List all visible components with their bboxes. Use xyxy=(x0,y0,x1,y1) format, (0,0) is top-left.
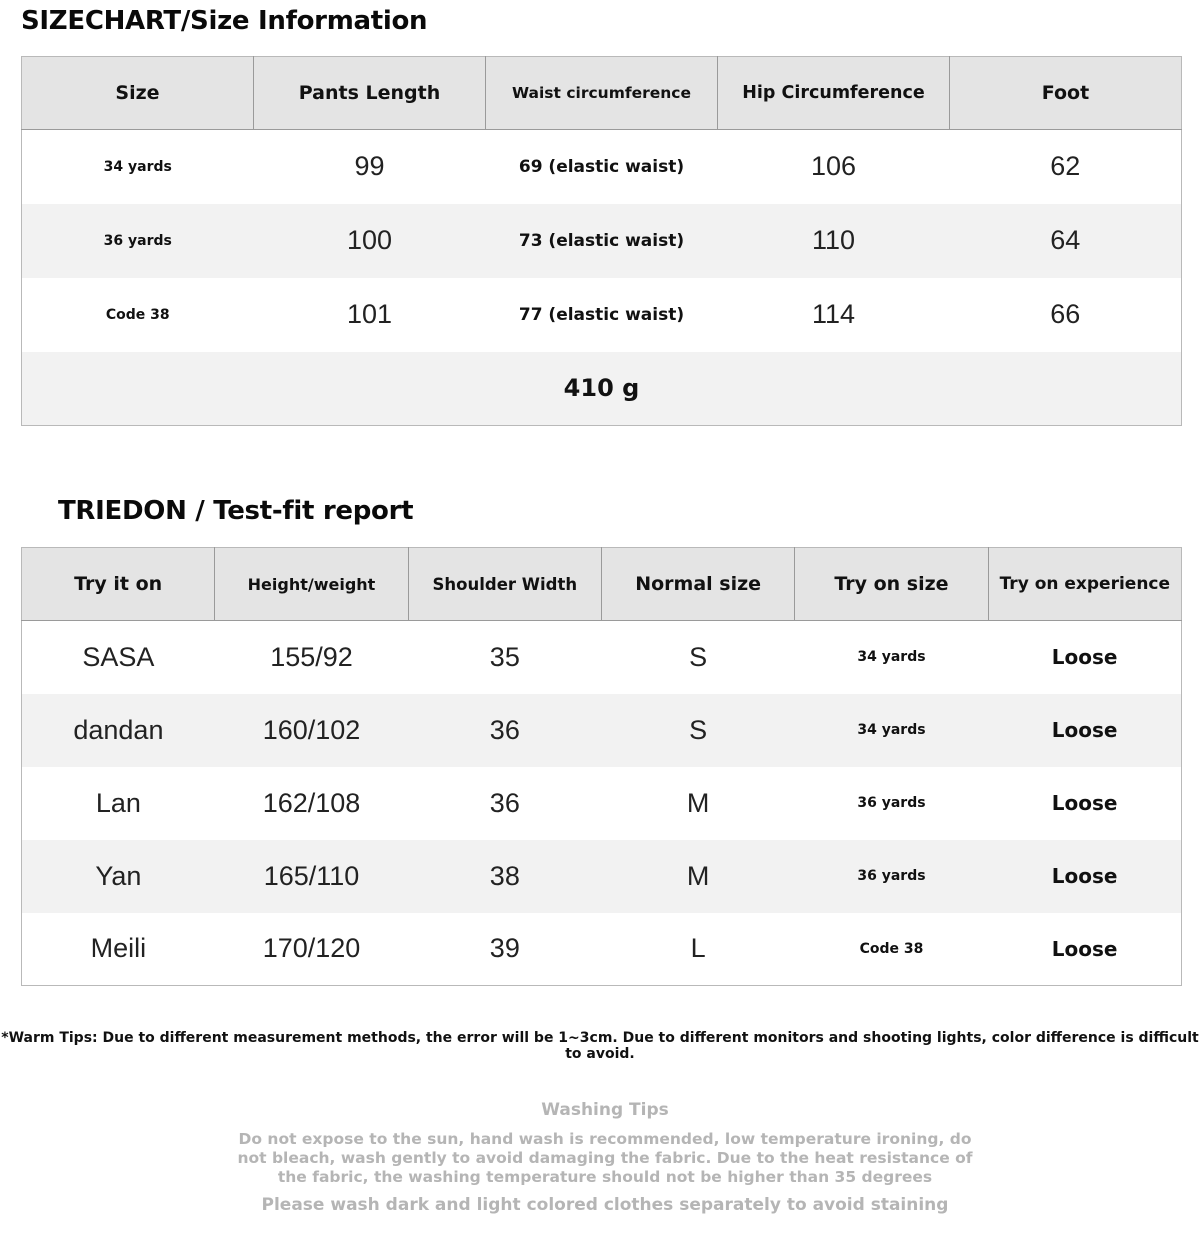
header-try-it-on: Try it on xyxy=(22,548,215,621)
waist-cell: 77 (elastic waist) xyxy=(486,278,718,352)
foot-cell: 62 xyxy=(950,130,1182,204)
normal-size-cell: M xyxy=(601,840,794,913)
header-try-on-size: Try on size xyxy=(795,548,988,621)
table-row xyxy=(22,767,1182,840)
fit-report-header-row xyxy=(22,548,1182,621)
waist-cell: 69 (elastic waist) xyxy=(486,130,718,204)
normal-size-cell: M xyxy=(601,767,794,840)
table-row xyxy=(22,913,1182,986)
shoulder-width-cell: 36 xyxy=(408,694,601,767)
try-on-size-cell: Code 38 xyxy=(795,913,988,986)
experience-cell: Loose xyxy=(988,840,1181,913)
foot-cell: 64 xyxy=(950,204,1182,278)
header-try-on-experience: Try on experience xyxy=(988,548,1181,621)
shoulder-width-cell: 35 xyxy=(408,621,601,694)
fit-report-table xyxy=(21,547,1182,986)
height-weight-cell: 155/92 xyxy=(215,621,408,694)
weight-row xyxy=(22,352,1182,426)
header-pants-length: Pants Length xyxy=(254,57,486,130)
header-hip-circumference: Hip Circumference xyxy=(718,57,950,130)
experience-cell: Loose xyxy=(988,621,1181,694)
height-weight-cell: 160/102 xyxy=(215,694,408,767)
tester-name-cell: Meili xyxy=(22,913,215,986)
shoulder-width-cell: 38 xyxy=(408,840,601,913)
header-size: Size xyxy=(22,57,254,130)
experience-cell: Loose xyxy=(988,694,1181,767)
tester-name-cell: SASA xyxy=(22,621,215,694)
experience-cell: Loose xyxy=(988,913,1181,986)
shoulder-width-cell: 36 xyxy=(408,767,601,840)
size-chart-table xyxy=(21,56,1182,426)
size-cell: 34 yards xyxy=(22,130,254,204)
weight-value: 410 g xyxy=(22,352,1182,426)
try-on-size-cell: 36 yards xyxy=(795,767,988,840)
header-waist-circumference: Waist circumference xyxy=(486,57,718,130)
size-chart-header-row xyxy=(22,57,1182,130)
header-height-weight: Height/weight xyxy=(215,548,408,621)
tester-name-cell: Yan xyxy=(22,840,215,913)
warm-tip-text: *Warm Tips: Due to different measurement methods, the error will be 1~3cm. Due to different monitors and shooting lights, color difference is difficult to avoid. xyxy=(1,1030,1199,1062)
normal-size-cell: S xyxy=(601,621,794,694)
header-normal-size: Normal size xyxy=(601,548,794,621)
washing-tips-note: Please wash dark and light colored clothes separately to avoid staining xyxy=(261,1195,949,1215)
hip-cell: 110 xyxy=(718,204,950,278)
table-row xyxy=(22,278,1182,352)
table-row xyxy=(22,130,1182,204)
foot-cell: 66 xyxy=(950,278,1182,352)
try-on-size-cell: 34 yards xyxy=(795,621,988,694)
try-on-size-cell: 34 yards xyxy=(795,694,988,767)
normal-size-cell: S xyxy=(601,694,794,767)
tester-name-cell: dandan xyxy=(22,694,215,767)
fit-report-title: TRIEDON / Test-fit report xyxy=(58,496,414,526)
pants-length-cell: 99 xyxy=(254,130,486,204)
washing-tips-body: Do not expose to the sun, hand wash is recommended, low temperature ironing, do not bleach, wash gently to avoid damaging the fabric. Due to the heat resistance of the fabric, the washing temperature should not be higher than 35 degrees xyxy=(237,1130,973,1186)
hip-cell: 114 xyxy=(718,278,950,352)
height-weight-cell: 162/108 xyxy=(215,767,408,840)
height-weight-cell: 170/120 xyxy=(215,913,408,986)
table-row xyxy=(22,621,1182,694)
pants-length-cell: 101 xyxy=(254,278,486,352)
waist-cell: 73 (elastic waist) xyxy=(486,204,718,278)
normal-size-cell: L xyxy=(601,913,794,986)
header-foot: Foot xyxy=(950,57,1182,130)
try-on-size-cell: 36 yards xyxy=(795,840,988,913)
size-cell: 36 yards xyxy=(22,204,254,278)
header-shoulder-width: Shoulder Width xyxy=(408,548,601,621)
size-chart-title: SIZECHART/Size Information xyxy=(21,6,428,36)
table-row xyxy=(22,204,1182,278)
experience-cell: Loose xyxy=(988,767,1181,840)
tester-name-cell: Lan xyxy=(22,767,215,840)
washing-tips-title: Washing Tips xyxy=(541,1100,669,1120)
size-cell: Code 38 xyxy=(22,278,254,352)
shoulder-width-cell: 39 xyxy=(408,913,601,986)
height-weight-cell: 165/110 xyxy=(215,840,408,913)
hip-cell: 106 xyxy=(718,130,950,204)
table-row xyxy=(22,694,1182,767)
pants-length-cell: 100 xyxy=(254,204,486,278)
table-row xyxy=(22,840,1182,913)
washing-tips xyxy=(230,1100,980,1215)
